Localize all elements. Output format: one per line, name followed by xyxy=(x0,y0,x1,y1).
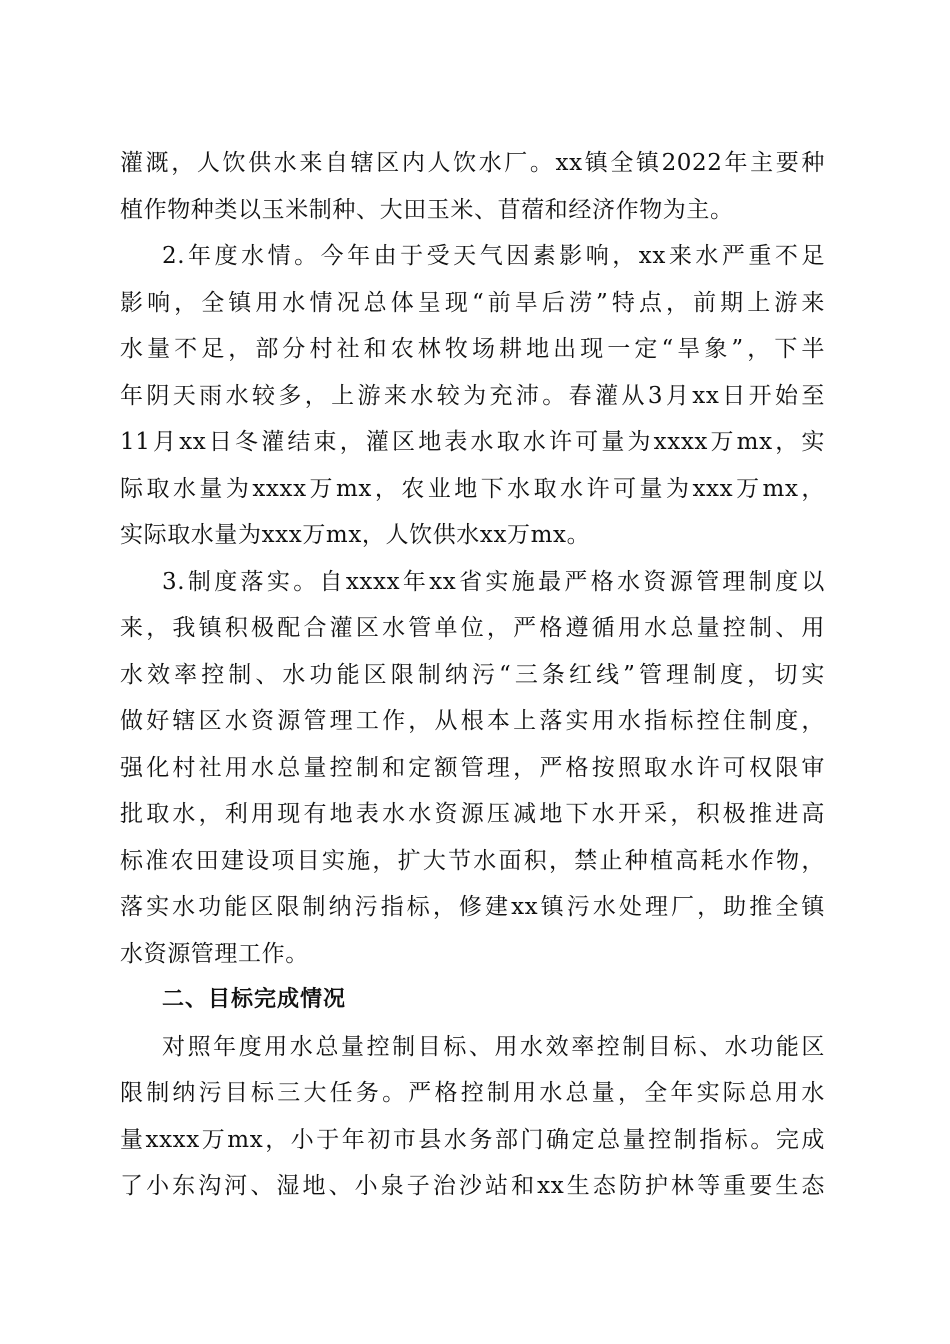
text-line: 3.制度落实。自xxxx年xx省实施最严格水资源管理制度以 xyxy=(162,568,825,595)
text-line: 年阴天雨水较多，上游来水较为充沛。春灌从3月xx日开始至 xyxy=(120,382,825,409)
text-line: 批取水，利用现有地表水水资源压减地下水开采，积极推进高 xyxy=(120,801,825,827)
text-line: 量xxxx万mx，小于年初市县水务部门确定总量控制指标。完成 xyxy=(120,1126,825,1153)
document-body xyxy=(120,140,825,1210)
text-line: 植作物种类以玉米制种、大田玉米、苜蓿和经济作物为主。 xyxy=(120,196,734,223)
text-line: 2.年度水情。今年由于受天气因素影响，xx来水严重不足 xyxy=(162,243,825,269)
text-line: 11月xx日冬灌结束，灌区地表水取水许可量为xxxx万mx，实 xyxy=(120,429,825,455)
text-line: 影响，全镇用水情况总体呈现“前旱后涝”特点，前期上游来 xyxy=(120,289,825,316)
text-line: 强化村社用水总量控制和定额管理，严格按照取水许可权限审 xyxy=(120,754,825,781)
text-line: 际取水量为xxxx万mx，农业地下水取水许可量为xxx万mx， xyxy=(120,475,825,502)
text-line: 做好辖区水资源管理工作，从根本上落实用水指标控住制度， xyxy=(120,708,825,734)
text-line: 落实水功能区限制纳污指标，修建xx镇污水处理厂，助推全镇 xyxy=(120,894,825,920)
text-line: 灌溉，人饮供水来自辖区内人饮水厂。xx镇全镇2022年主要种 xyxy=(120,150,825,176)
text-line: 实际取水量为xxx万mx，人饮供水xx万mx。 xyxy=(120,522,591,548)
text-line: 水资源管理工作。 xyxy=(120,940,309,967)
text-line: 水效率控制、水功能区限制纳污“三条红线”管理制度，切实 xyxy=(120,661,825,688)
section-heading: 二、目标完成情况 xyxy=(162,987,347,1012)
text-line: 来，我镇积极配合灌区水管单位，严格遵循用水总量控制、用 xyxy=(120,615,825,641)
text-line: 限制纳污目标三大任务。严格控制用水总量，全年实际总用水 xyxy=(120,1080,825,1106)
text-line: 标准农田建设项目实施，扩大节水面积，禁止种植高耗水作物， xyxy=(120,847,825,874)
text-line: 对照年度用水总量控制目标、用水效率控制目标、水功能区 xyxy=(162,1033,825,1060)
text-line: 水量不足，部分村社和农林牧场耕地出现一定“旱象”，下半 xyxy=(120,336,825,362)
text-line: 了小东沟河、湿地、小泉子治沙站和xx生态防护林等重要生态 xyxy=(120,1173,825,1199)
